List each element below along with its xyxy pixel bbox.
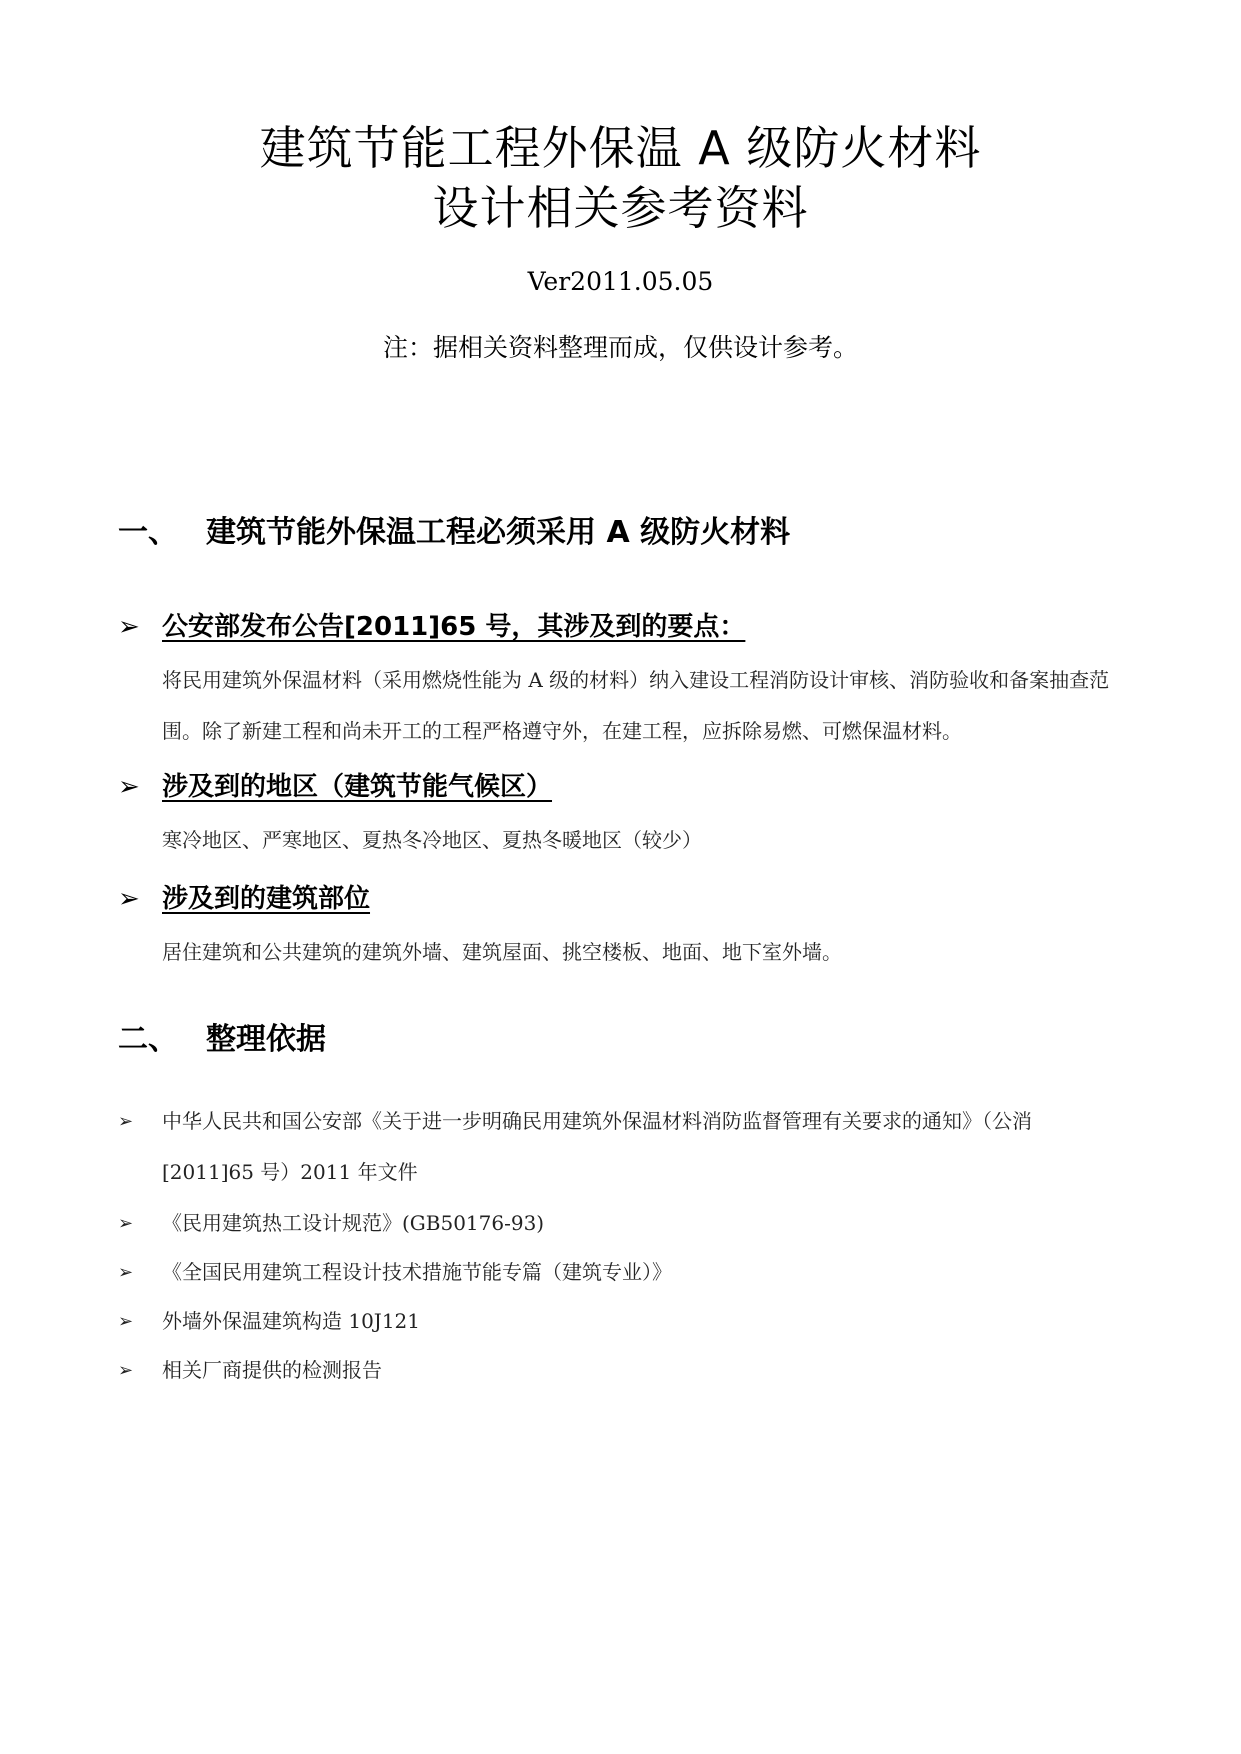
reference-item-text: 外墙外保温建筑构造 10J121 bbox=[162, 1309, 420, 1333]
section-2-title: 整理依据 bbox=[206, 1022, 326, 1057]
subsection-1-title: 公安部发布公告[2011]65 号，其涉及到的要点： bbox=[162, 612, 746, 642]
reference-item bbox=[118, 1345, 1128, 1396]
reference-item bbox=[118, 1296, 1128, 1347]
section-2-heading bbox=[118, 1020, 326, 1060]
arrow-bullet-icon: ➢ bbox=[118, 884, 140, 914]
section-1-title: 建筑节能外保温工程必须采用 A 级防火材料 bbox=[206, 515, 791, 550]
subsection-2-heading bbox=[118, 770, 552, 804]
arrow-bullet-icon: ➢ bbox=[118, 772, 140, 802]
reference-item-text: 中华人民共和国公安部《关于进一步明确民用建筑外保温材料消防监督管理有关要求的通知》（公消[2011]65 号）2011 年文件 bbox=[162, 1109, 1032, 1184]
subsection-3-body: 居住建筑和公共建筑的建筑外墙、建筑屋面、挑空楼板、地面、地下室外墙。 bbox=[162, 940, 842, 964]
subsection-2-title: 涉及到的地区（建筑节能气候区） bbox=[162, 772, 553, 802]
arrow-bullet-icon: ➢ bbox=[118, 612, 140, 642]
subsection-1-heading bbox=[118, 610, 745, 644]
subsection-3-heading bbox=[118, 882, 370, 916]
arrow-bullet-icon: ➢ bbox=[118, 1213, 134, 1234]
note-text: 注：据相关资料整理而成，仅供设计参考。 bbox=[382, 333, 858, 362]
reference-item bbox=[118, 1247, 1128, 1298]
arrow-bullet-icon: ➢ bbox=[118, 1360, 134, 1381]
reference-item-text: 相关厂商提供的检测报告 bbox=[162, 1358, 382, 1382]
reference-item-text: 《民用建筑热工设计规范》(GB50176-93) bbox=[162, 1211, 545, 1235]
arrow-bullet-icon: ➢ bbox=[118, 1311, 134, 1332]
section-1-heading bbox=[118, 513, 790, 553]
arrow-bullet-icon: ➢ bbox=[118, 1111, 134, 1132]
reference-item bbox=[118, 1096, 1128, 1198]
reference-item-text: 《全国民用建筑工程设计技术措施节能专篇（建筑专业）》 bbox=[162, 1260, 672, 1284]
subsection-2-body: 寒冷地区、严寒地区、夏热冬冷地区、夏热冬暖地区（较少） bbox=[162, 828, 702, 852]
section-2-number: 二、 bbox=[118, 1022, 178, 1057]
section-1-number: 一、 bbox=[118, 515, 178, 550]
arrow-bullet-icon: ➢ bbox=[118, 1262, 134, 1283]
subsection-1-body: 将民用建筑外保温材料（采用燃烧性能为 A 级的材料）纳入建设工程消防设计审核、消防验收和备案抽查范围。除了新建工程和尚未开工的工程严格遵守外，在建工程，应拆除易燃、可燃保温材料。 bbox=[162, 668, 1110, 743]
version-label: Ver2011.05.05 bbox=[527, 267, 714, 296]
document-title-line-1: 建筑节能工程外保温 A 级防火材料 bbox=[259, 121, 982, 175]
subsection-3-title: 涉及到的建筑部位 bbox=[162, 884, 371, 914]
reference-item bbox=[118, 1198, 1128, 1249]
document-title-line-2: 设计相关参考资料 bbox=[432, 181, 809, 235]
